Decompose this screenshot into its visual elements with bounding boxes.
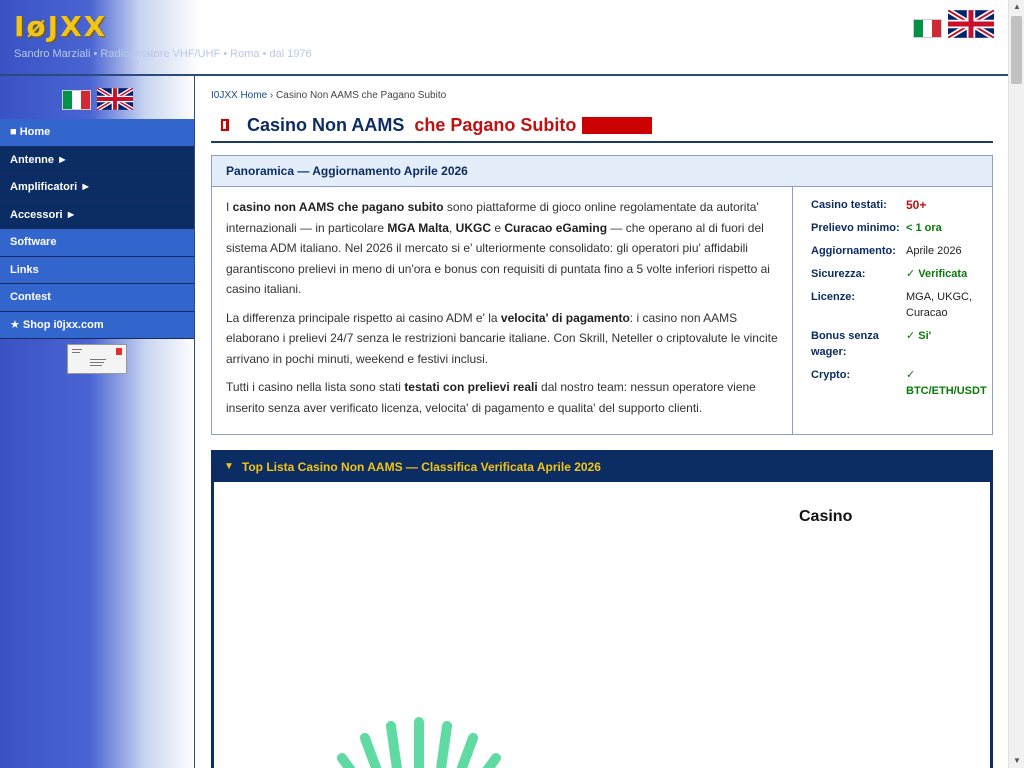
site-logo[interactable]: IøJXX (14, 10, 108, 43)
nav-item-antenne[interactable]: Antenne ► (0, 147, 194, 175)
casino-column-label: Casino (799, 508, 853, 525)
breadcrumb-current: Casino Non AAMS che Pagano Subito (276, 90, 447, 101)
scroll-up-icon[interactable]: ▲ (1013, 2, 1021, 11)
info-row: Prelievo minimo: < 1 ora (811, 222, 942, 234)
title-red-block (582, 117, 652, 134)
italian-flag-icon[interactable] (62, 90, 91, 110)
site-tagline: Sandro Marziali • Radioamatore VHF/UHF • Roma • dal 1976 (14, 48, 312, 60)
collapse-arrow-icon: ▼ (224, 461, 234, 472)
page-title (211, 109, 993, 143)
overview-paragraph-1: I casino non AAMS che pagano subito sono piattaforme di gioco online regolamentate da autorita' internazionali — in particolare MGA Malta, UKGC e Curacao eGaming — che operano al di fuori del sistema ADM italiano. Nel 2026 il mercato si e' ulteriormente consolidato: gli operatori piu' affidabili garantiscono prelievi in meno di un'ora e bonus con requisiti di puntata fino a 5 volte inferiori rispetto ai casino italiani. (226, 200, 770, 296)
toplist-toggle[interactable] (212, 451, 992, 482)
sidebar-nav (0, 119, 194, 339)
italian-flag-icon[interactable] (913, 19, 942, 38)
overview-heading: Panoramica — Aggiornamento Aprile 2026 (212, 156, 992, 187)
site-header (0, 0, 1008, 76)
scroll-thumb[interactable] (1011, 16, 1022, 84)
nav-item-links[interactable]: Links (0, 257, 194, 285)
breadcrumb-home-link[interactable]: I0JXX Home (211, 90, 268, 101)
english-flag-icon[interactable] (97, 88, 133, 110)
nav-item-contest[interactable]: Contest (0, 284, 194, 312)
info-row: Aggiornamento: Aprile 2026 (811, 245, 962, 257)
page-title-part1: Casino Non AAMS (247, 114, 405, 135)
page-title-part2: che Pagano Subito (414, 114, 577, 135)
scroll-down-icon[interactable]: ▼ (1013, 756, 1021, 765)
english-flag-icon[interactable] (948, 10, 994, 38)
breadcrumb-separator: › (269, 90, 274, 101)
envelope-icon[interactable] (67, 344, 127, 374)
overview-paragraph-2: La differenza principale rispetto ai casino ADM e' la velocita' di pagamento: i casino non AAMS elaborano i prelievi 24/7 senza le restrizioni bancarie italiane. Con Skrill, Neteller o criptovalute le vincite arrivano in pochi minuti, weekend e festivi inclusi. (226, 310, 778, 366)
info-row: Sicurezza: ✓ Verificata (811, 268, 968, 280)
overview-text (212, 187, 793, 434)
overview-panel (211, 155, 993, 435)
language-switcher (913, 10, 994, 38)
info-box (793, 187, 993, 406)
nav-item-home[interactable]: ■ Home (0, 119, 194, 147)
nav-item-software[interactable]: Software (0, 229, 194, 257)
breadcrumb (211, 90, 993, 101)
page-scrollbar[interactable] (1008, 0, 1024, 768)
sidebar-language-switcher (62, 88, 133, 110)
info-row: Casino testati: 50+ (811, 198, 927, 212)
sidebar (0, 76, 195, 768)
nav-item-accessori[interactable]: Accessori ► (0, 202, 194, 230)
main-content (211, 84, 993, 768)
toplist-section (211, 450, 993, 768)
nav-item-amplificatori[interactable]: Amplificatori ► (0, 174, 194, 202)
nav-item-shop[interactable]: ★ Shop i0jxx.com (0, 312, 194, 340)
info-row: Licenze: MGA, UKGC, Curacao (811, 291, 973, 319)
toplist-heading: Top Lista Casino Non AAMS — Classifica Verificata Aprile 2026 (241, 459, 601, 474)
loading-spinner-icon (309, 712, 529, 768)
info-row: Bonus senza wager: ✓ Si' (811, 330, 932, 358)
toplist-body (212, 482, 992, 768)
overview-paragraph-3: Tutti i casino nella lista sono stati testati con prelievi reali dal nostro team: nessun operatore viene inserito senza aver verificato licenza, velocita' di pagamento e qualita' del supporto clienti. (226, 380, 756, 415)
info-row: Crypto: ✓ BTC/ETH/USDT (811, 369, 987, 397)
title-marker-icon (221, 119, 229, 131)
